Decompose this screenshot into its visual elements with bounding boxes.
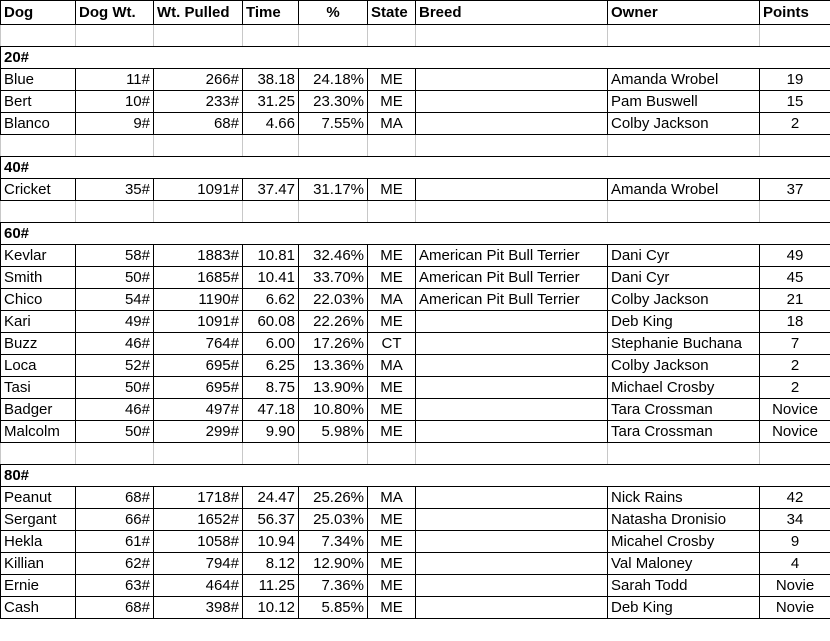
points-cell: 7 bbox=[760, 333, 830, 355]
dog-weight-cell: 63# bbox=[76, 575, 154, 597]
time-cell: 9.90 bbox=[243, 421, 299, 443]
points-cell: 34 bbox=[760, 509, 830, 531]
header-time: Time bbox=[243, 1, 299, 25]
dog-cell: Hekla bbox=[1, 531, 76, 553]
empty-cell bbox=[368, 223, 416, 245]
empty-cell bbox=[1, 25, 76, 47]
breed-cell bbox=[416, 421, 608, 443]
header-row bbox=[1, 1, 830, 25]
empty-cell bbox=[243, 201, 299, 223]
percent-cell: 22.03% bbox=[299, 289, 368, 311]
owner-cell: Micahel Crosby bbox=[608, 531, 760, 553]
dog-cell: Peanut bbox=[1, 487, 76, 509]
percent-cell: 13.90% bbox=[299, 377, 368, 399]
owner-cell: Dani Cyr bbox=[608, 245, 760, 267]
time-cell: 6.25 bbox=[243, 355, 299, 377]
time-cell: 56.37 bbox=[243, 509, 299, 531]
empty-cell bbox=[154, 135, 243, 157]
time-cell: 60.08 bbox=[243, 311, 299, 333]
percent-cell: 13.36% bbox=[299, 355, 368, 377]
owner-cell: Stephanie Buchana bbox=[608, 333, 760, 355]
breed-cell bbox=[416, 91, 608, 113]
state-cell: ME bbox=[368, 575, 416, 597]
empty-cell bbox=[608, 135, 760, 157]
points-cell: 4 bbox=[760, 553, 830, 575]
empty-cell bbox=[416, 157, 608, 179]
dog-weight-cell: 46# bbox=[76, 333, 154, 355]
dog-weight-cell: 11# bbox=[76, 69, 154, 91]
points-cell: 2 bbox=[760, 355, 830, 377]
empty-cell bbox=[760, 25, 830, 47]
points-cell: Novice bbox=[760, 399, 830, 421]
owner-cell: Amanda Wrobel bbox=[608, 179, 760, 201]
owner-cell: Natasha Dronisio bbox=[608, 509, 760, 531]
percent-cell: 23.30% bbox=[299, 91, 368, 113]
dog-weight-cell: 46# bbox=[76, 399, 154, 421]
time-cell: 4.66 bbox=[243, 113, 299, 135]
weight-pulled-cell: 695# bbox=[154, 377, 243, 399]
time-cell: 10.94 bbox=[243, 531, 299, 553]
empty-cell bbox=[760, 157, 830, 179]
weight-pulled-cell: 1091# bbox=[154, 311, 243, 333]
state-cell: ME bbox=[368, 311, 416, 333]
state-cell: ME bbox=[368, 179, 416, 201]
dog-weight-cell: 49# bbox=[76, 311, 154, 333]
breed-cell bbox=[416, 553, 608, 575]
breed-cell bbox=[416, 377, 608, 399]
empty-cell bbox=[76, 25, 154, 47]
empty-cell bbox=[299, 47, 368, 69]
time-cell: 31.25 bbox=[243, 91, 299, 113]
state-cell: ME bbox=[368, 399, 416, 421]
empty-cell bbox=[243, 25, 299, 47]
points-cell: Novie bbox=[760, 575, 830, 597]
empty-cell bbox=[154, 465, 243, 487]
dog-cell: Malcolm bbox=[1, 421, 76, 443]
table-row bbox=[1, 311, 830, 333]
breed-cell: American Pit Bull Terrier bbox=[416, 289, 608, 311]
dog-cell: Buzz bbox=[1, 333, 76, 355]
owner-cell: Colby Jackson bbox=[608, 113, 760, 135]
weight-pulled-cell: 695# bbox=[154, 355, 243, 377]
class-label: 40# bbox=[1, 157, 76, 179]
empty-cell bbox=[299, 201, 368, 223]
empty-cell bbox=[243, 443, 299, 465]
dog-weight-cell: 10# bbox=[76, 91, 154, 113]
dog-cell: Bert bbox=[1, 91, 76, 113]
weight-pulled-cell: 497# bbox=[154, 399, 243, 421]
percent-cell: 5.85% bbox=[299, 597, 368, 619]
spacer-row bbox=[1, 135, 830, 157]
state-cell: ME bbox=[368, 245, 416, 267]
empty-cell bbox=[368, 157, 416, 179]
empty-cell bbox=[416, 201, 608, 223]
points-cell: 15 bbox=[760, 91, 830, 113]
percent-cell: 5.98% bbox=[299, 421, 368, 443]
dog-weight-cell: 61# bbox=[76, 531, 154, 553]
empty-cell bbox=[608, 47, 760, 69]
points-cell: Novie bbox=[760, 597, 830, 619]
empty-cell bbox=[299, 443, 368, 465]
header-dog: Dog bbox=[1, 1, 76, 25]
empty-cell bbox=[368, 465, 416, 487]
percent-cell: 24.18% bbox=[299, 69, 368, 91]
table-row bbox=[1, 531, 830, 553]
owner-cell: Sarah Todd bbox=[608, 575, 760, 597]
percent-cell: 12.90% bbox=[299, 553, 368, 575]
time-cell: 10.12 bbox=[243, 597, 299, 619]
header-points: Points bbox=[760, 1, 830, 25]
table-row bbox=[1, 377, 830, 399]
state-cell: MA bbox=[368, 289, 416, 311]
time-cell: 10.81 bbox=[243, 245, 299, 267]
points-cell: 19 bbox=[760, 69, 830, 91]
empty-cell bbox=[154, 157, 243, 179]
owner-cell: Nick Rains bbox=[608, 487, 760, 509]
empty-cell bbox=[1, 201, 76, 223]
breed-cell bbox=[416, 179, 608, 201]
percent-cell: 10.80% bbox=[299, 399, 368, 421]
time-cell: 11.25 bbox=[243, 575, 299, 597]
dog-weight-cell: 58# bbox=[76, 245, 154, 267]
header-dog-weight: Dog Wt. bbox=[76, 1, 154, 25]
weight-pulled-cell: 299# bbox=[154, 421, 243, 443]
empty-cell bbox=[76, 135, 154, 157]
points-cell: 21 bbox=[760, 289, 830, 311]
table-row bbox=[1, 575, 830, 597]
table-body bbox=[1, 25, 830, 619]
weight-pulled-cell: 266# bbox=[154, 69, 243, 91]
time-cell: 6.62 bbox=[243, 289, 299, 311]
empty-cell bbox=[608, 201, 760, 223]
time-cell: 24.47 bbox=[243, 487, 299, 509]
empty-cell bbox=[760, 135, 830, 157]
empty-cell bbox=[608, 465, 760, 487]
class-header-row bbox=[1, 157, 830, 179]
empty-cell bbox=[76, 201, 154, 223]
percent-cell: 7.34% bbox=[299, 531, 368, 553]
empty-cell bbox=[416, 47, 608, 69]
state-cell: MA bbox=[368, 487, 416, 509]
dog-cell: Cash bbox=[1, 597, 76, 619]
empty-cell bbox=[154, 223, 243, 245]
header-breed: Breed bbox=[416, 1, 608, 25]
header-percent: % bbox=[299, 1, 368, 25]
dog-cell: Smith bbox=[1, 267, 76, 289]
percent-cell: 33.70% bbox=[299, 267, 368, 289]
empty-cell bbox=[299, 223, 368, 245]
owner-cell: Deb King bbox=[608, 597, 760, 619]
spacer-row bbox=[1, 25, 830, 47]
points-cell: 9 bbox=[760, 531, 830, 553]
empty-cell bbox=[760, 47, 830, 69]
owner-cell: Amanda Wrobel bbox=[608, 69, 760, 91]
weight-pulled-cell: 233# bbox=[154, 91, 243, 113]
dog-cell: Loca bbox=[1, 355, 76, 377]
empty-cell bbox=[608, 25, 760, 47]
percent-cell: 7.55% bbox=[299, 113, 368, 135]
dog-weight-cell: 62# bbox=[76, 553, 154, 575]
weight-pulled-cell: 1190# bbox=[154, 289, 243, 311]
table-row bbox=[1, 399, 830, 421]
breed-cell bbox=[416, 355, 608, 377]
empty-cell bbox=[760, 465, 830, 487]
empty-cell bbox=[243, 465, 299, 487]
empty-cell bbox=[1, 443, 76, 465]
weight-pulled-cell: 1058# bbox=[154, 531, 243, 553]
dog-cell: Killian bbox=[1, 553, 76, 575]
state-cell: ME bbox=[368, 421, 416, 443]
dog-cell: Blanco bbox=[1, 113, 76, 135]
dog-cell: Badger bbox=[1, 399, 76, 421]
table-row bbox=[1, 355, 830, 377]
empty-cell bbox=[368, 443, 416, 465]
dog-cell: Sergant bbox=[1, 509, 76, 531]
dog-cell: Chico bbox=[1, 289, 76, 311]
table-row bbox=[1, 421, 830, 443]
empty-cell bbox=[416, 223, 608, 245]
weight-pulled-cell: 398# bbox=[154, 597, 243, 619]
state-cell: ME bbox=[368, 267, 416, 289]
state-cell: MA bbox=[368, 355, 416, 377]
empty-cell bbox=[760, 201, 830, 223]
empty-cell bbox=[299, 135, 368, 157]
dog-cell: Kevlar bbox=[1, 245, 76, 267]
time-cell: 38.18 bbox=[243, 69, 299, 91]
table-row bbox=[1, 113, 830, 135]
points-cell: 42 bbox=[760, 487, 830, 509]
breed-cell bbox=[416, 113, 608, 135]
dog-cell: Ernie bbox=[1, 575, 76, 597]
empty-cell bbox=[154, 47, 243, 69]
empty-cell bbox=[416, 465, 608, 487]
percent-cell: 22.26% bbox=[299, 311, 368, 333]
empty-cell bbox=[368, 47, 416, 69]
empty-cell bbox=[760, 443, 830, 465]
state-cell: ME bbox=[368, 91, 416, 113]
state-cell: MA bbox=[368, 113, 416, 135]
time-cell: 8.75 bbox=[243, 377, 299, 399]
table-row bbox=[1, 487, 830, 509]
state-cell: ME bbox=[368, 377, 416, 399]
spacer-row bbox=[1, 443, 830, 465]
class-header-row bbox=[1, 223, 830, 245]
weight-pulled-cell: 1718# bbox=[154, 487, 243, 509]
class-label: 60# bbox=[1, 223, 76, 245]
breed-cell bbox=[416, 399, 608, 421]
weight-pulled-cell: 1652# bbox=[154, 509, 243, 531]
breed-cell: American Pit Bull Terrier bbox=[416, 245, 608, 267]
time-cell: 10.41 bbox=[243, 267, 299, 289]
weight-pulled-cell: 1685# bbox=[154, 267, 243, 289]
empty-cell bbox=[760, 223, 830, 245]
dog-weight-cell: 66# bbox=[76, 509, 154, 531]
header-weight-pulled: Wt. Pulled bbox=[154, 1, 243, 25]
state-cell: CT bbox=[368, 333, 416, 355]
points-cell: Novice bbox=[760, 421, 830, 443]
class-label: 80# bbox=[1, 465, 76, 487]
empty-cell bbox=[76, 465, 154, 487]
percent-cell: 17.26% bbox=[299, 333, 368, 355]
percent-cell: 7.36% bbox=[299, 575, 368, 597]
breed-cell bbox=[416, 597, 608, 619]
owner-cell: Colby Jackson bbox=[608, 289, 760, 311]
dog-cell: Kari bbox=[1, 311, 76, 333]
breed-cell bbox=[416, 487, 608, 509]
empty-cell bbox=[76, 47, 154, 69]
empty-cell bbox=[416, 135, 608, 157]
dog-weight-cell: 50# bbox=[76, 377, 154, 399]
owner-cell: Deb King bbox=[608, 311, 760, 333]
table-row bbox=[1, 553, 830, 575]
empty-cell bbox=[76, 223, 154, 245]
class-header-row bbox=[1, 465, 830, 487]
breed-cell bbox=[416, 509, 608, 531]
header-state: State bbox=[368, 1, 416, 25]
percent-cell: 25.26% bbox=[299, 487, 368, 509]
empty-cell bbox=[368, 25, 416, 47]
empty-cell bbox=[299, 157, 368, 179]
state-cell: ME bbox=[368, 553, 416, 575]
header-owner: Owner bbox=[608, 1, 760, 25]
table-row bbox=[1, 69, 830, 91]
points-cell: 45 bbox=[760, 267, 830, 289]
weight-pulled-cell: 794# bbox=[154, 553, 243, 575]
points-cell: 2 bbox=[760, 377, 830, 399]
empty-cell bbox=[608, 157, 760, 179]
class-label: 20# bbox=[1, 47, 76, 69]
table-row bbox=[1, 289, 830, 311]
table-row bbox=[1, 245, 830, 267]
percent-cell: 31.17% bbox=[299, 179, 368, 201]
weight-pulled-cell: 68# bbox=[154, 113, 243, 135]
percent-cell: 25.03% bbox=[299, 509, 368, 531]
dog-cell: Tasi bbox=[1, 377, 76, 399]
state-cell: ME bbox=[368, 531, 416, 553]
state-cell: ME bbox=[368, 69, 416, 91]
empty-cell bbox=[299, 25, 368, 47]
empty-cell bbox=[76, 443, 154, 465]
class-header-row bbox=[1, 47, 830, 69]
points-cell: 18 bbox=[760, 311, 830, 333]
empty-cell bbox=[608, 443, 760, 465]
table-row bbox=[1, 597, 830, 619]
empty-cell bbox=[608, 223, 760, 245]
empty-cell bbox=[154, 25, 243, 47]
dog-weight-cell: 68# bbox=[76, 597, 154, 619]
percent-cell: 32.46% bbox=[299, 245, 368, 267]
empty-cell bbox=[243, 47, 299, 69]
dog-cell: Blue bbox=[1, 69, 76, 91]
breed-cell bbox=[416, 311, 608, 333]
empty-cell bbox=[416, 443, 608, 465]
empty-cell bbox=[243, 223, 299, 245]
owner-cell: Pam Buswell bbox=[608, 91, 760, 113]
time-cell: 47.18 bbox=[243, 399, 299, 421]
owner-cell: Colby Jackson bbox=[608, 355, 760, 377]
breed-cell bbox=[416, 575, 608, 597]
time-cell: 6.00 bbox=[243, 333, 299, 355]
owner-cell: Michael Crosby bbox=[608, 377, 760, 399]
weight-pulled-cell: 764# bbox=[154, 333, 243, 355]
empty-cell bbox=[243, 135, 299, 157]
empty-cell bbox=[368, 201, 416, 223]
empty-cell bbox=[243, 157, 299, 179]
dog-weight-cell: 52# bbox=[76, 355, 154, 377]
empty-cell bbox=[416, 25, 608, 47]
dog-weight-cell: 68# bbox=[76, 487, 154, 509]
time-cell: 8.12 bbox=[243, 553, 299, 575]
empty-cell bbox=[154, 201, 243, 223]
points-cell: 49 bbox=[760, 245, 830, 267]
owner-cell: Tara Crossman bbox=[608, 421, 760, 443]
weight-pulled-cell: 464# bbox=[154, 575, 243, 597]
owner-cell: Val Maloney bbox=[608, 553, 760, 575]
table-row bbox=[1, 333, 830, 355]
empty-cell bbox=[154, 443, 243, 465]
owner-cell: Tara Crossman bbox=[608, 399, 760, 421]
dog-weight-cell: 50# bbox=[76, 267, 154, 289]
dog-cell: Cricket bbox=[1, 179, 76, 201]
dog-weight-cell: 50# bbox=[76, 421, 154, 443]
table-row bbox=[1, 509, 830, 531]
breed-cell bbox=[416, 69, 608, 91]
weight-pulled-cell: 1883# bbox=[154, 245, 243, 267]
breed-cell bbox=[416, 531, 608, 553]
points-cell: 37 bbox=[760, 179, 830, 201]
dog-weight-cell: 54# bbox=[76, 289, 154, 311]
time-cell: 37.47 bbox=[243, 179, 299, 201]
table-row bbox=[1, 179, 830, 201]
owner-cell: Dani Cyr bbox=[608, 267, 760, 289]
breed-cell bbox=[416, 333, 608, 355]
table-row bbox=[1, 91, 830, 113]
breed-cell: American Pit Bull Terrier bbox=[416, 267, 608, 289]
spacer-row bbox=[1, 201, 830, 223]
state-cell: ME bbox=[368, 509, 416, 531]
empty-cell bbox=[299, 465, 368, 487]
empty-cell bbox=[76, 157, 154, 179]
table-row bbox=[1, 267, 830, 289]
state-cell: ME bbox=[368, 597, 416, 619]
weight-pulled-cell: 1091# bbox=[154, 179, 243, 201]
dog-weight-cell: 35# bbox=[76, 179, 154, 201]
points-cell: 2 bbox=[760, 113, 830, 135]
empty-cell bbox=[368, 135, 416, 157]
dog-weight-cell: 9# bbox=[76, 113, 154, 135]
empty-cell bbox=[1, 135, 76, 157]
